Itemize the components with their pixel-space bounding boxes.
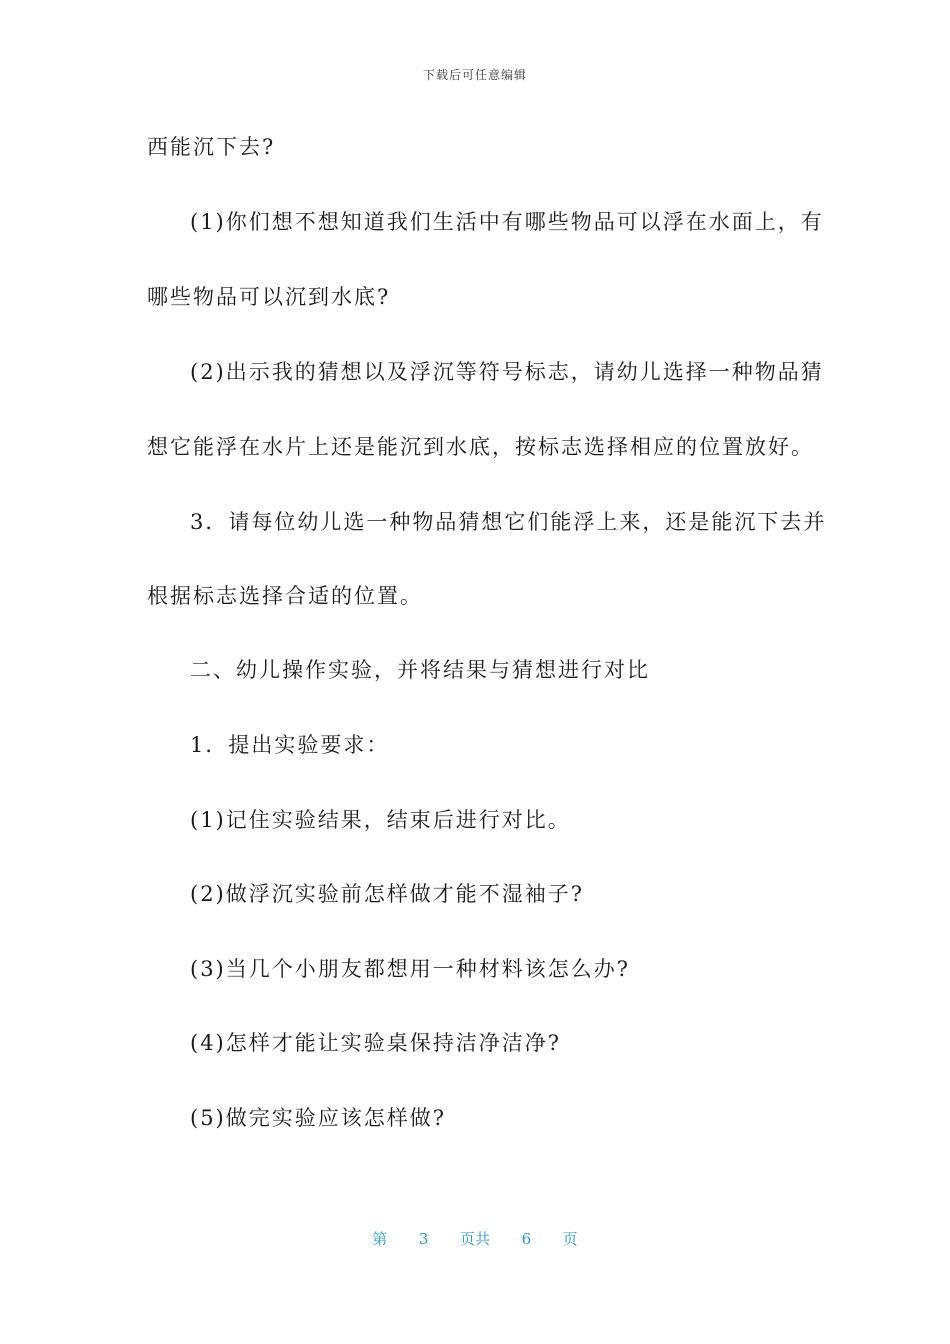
paragraph-line: (5)做完实验应该怎样做? [190,1106,447,1130]
paragraph-line: 想它能浮在水片上还是能沉到水底，按标志选择相应的位置放好。 [147,435,814,459]
paragraph-line: (2)做浮沉实验前怎样做才能不湿袖子? [190,882,585,906]
paragraph-line: 西能沉下去? [147,135,276,159]
footer-middle: 页共 [459,1230,490,1248]
page-footer [0,1228,950,1249]
paragraph-line: (4)怎样才能让实验桌保持洁净洁净? [190,1031,562,1055]
paragraph-line: 根据标志选择合适的位置。 [147,584,423,608]
paragraph-line: (1)你们想不想知道我们生活中有哪些物品可以浮在水面上，有 [190,210,824,234]
section-heading: 二、幼儿操作实验，并将结果与猜想进行对比 [190,658,650,682]
paragraph-line: (1)记住实验结果，结束后进行对比。 [190,808,571,832]
footer-suffix: 页 [562,1230,578,1248]
page-header-note: 下载后可任意编辑 [422,68,527,82]
paragraph-line: 哪些物品可以沉到水底? [147,285,391,309]
footer-prefix: 第 [372,1230,388,1248]
footer-current-page: 3 [418,1230,429,1248]
footer-total-pages: 6 [521,1230,532,1248]
paragraph-line: 1．提出实验要求： [190,733,390,757]
paragraph-line: (3)当几个小朋友都想用一种材料该怎么办? [190,957,631,981]
paragraph-line: 3．请每位幼儿选一种物品猜想它们能浮上来，还是能沉下去并 [190,510,827,534]
paragraph-line: (2)出示我的猜想以及浮沉等符号标志，请幼儿选择一种物品猜 [190,360,824,384]
